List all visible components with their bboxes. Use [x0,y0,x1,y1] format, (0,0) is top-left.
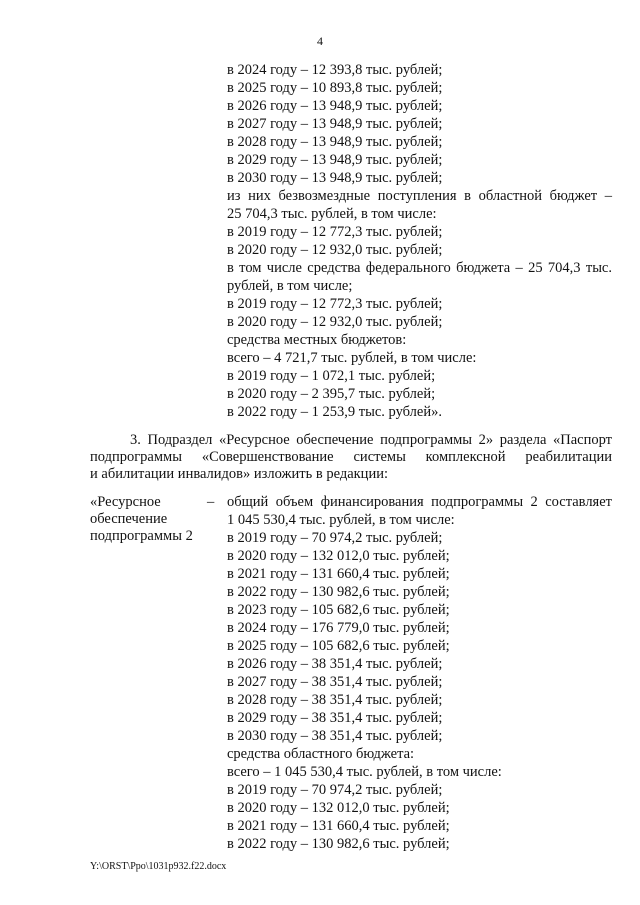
text-line: в 2026 году – 38 351,4 тыс. рублей; [227,656,443,672]
paragraph-line: и абилитации инвалидов» изложить в редакции: [90,466,388,482]
text-line: в 2022 году – 130 982,6 тыс. рублей; [227,836,450,852]
paragraph-line: подпрограммы «Совершенствование системы комплексной реабилитации [90,449,612,465]
paragraph-line: 3. Подраздел «Ресурсное обеспечение подпрограммы 2» раздела «Паспорт [130,432,612,448]
text-line: в 2020 году – 132 012,0 тыс. рублей; [227,800,450,816]
text-line: в 2020 году – 2 395,7 тыс. рублей; [227,386,436,402]
text-line: в том числе средства федерального бюджета – 25 704,3 тыс. [227,260,612,276]
text-line: общий объем финансирования подпрограммы 2 составляет [227,494,612,510]
text-line: в 2021 году – 131 660,4 тыс. рублей; [227,566,450,582]
table-label-line: «Ресурсное [90,494,161,510]
text-line: в 2030 году – 13 948,9 тыс. рублей; [227,170,443,186]
table-label-line: подпрограммы 2 [90,528,193,544]
table-label-line: обеспечение [90,511,168,527]
text-line: в 2028 году – 38 351,4 тыс. рублей; [227,692,443,708]
text-line: рублей, в том числе; [227,278,353,294]
text-line: всего – 4 721,7 тыс. рублей, в том числе: [227,350,477,366]
text-line: в 2020 году – 12 932,0 тыс. рублей; [227,314,443,330]
text-line: в 2019 году – 1 072,1 тыс. рублей; [227,368,436,384]
text-line: всего – 1 045 530,4 тыс. рублей, в том числе: [227,764,502,780]
text-line: в 2024 году – 12 393,8 тыс. рублей; [227,62,443,78]
text-line: в 2025 году – 10 893,8 тыс. рублей; [227,80,443,96]
text-line: в 2023 году – 105 682,6 тыс. рублей; [227,602,450,618]
table-label [90,494,210,545]
paragraph-3 [90,432,612,483]
text-line: в 2030 году – 38 351,4 тыс. рублей; [227,728,443,744]
text-line: в 2027 году – 13 948,9 тыс. рублей; [227,116,443,132]
text-line: в 2019 году – 12 772,3 тыс. рублей; [227,296,443,312]
text-line: в 2019 году – 70 974,2 тыс. рублей; [227,530,443,546]
text-line: в 2029 году – 38 351,4 тыс. рублей; [227,710,443,726]
text-line: в 2019 году – 12 772,3 тыс. рублей; [227,224,443,240]
dash-separator: – [207,494,215,510]
text-line: в 2022 году – 1 253,9 тыс. рублей». [227,404,442,420]
text-line: в 2024 году – 176 779,0 тыс. рублей; [227,620,450,636]
text-line: средства областного бюджета: [227,746,415,762]
text-line: средства местных бюджетов: [227,332,407,348]
text-line: в 2029 году – 13 948,9 тыс. рублей; [227,152,443,168]
file-path-footer: Y:\ORST\Ppo\1031p932.f22.docx [90,861,227,872]
text-line: в 2026 году – 13 948,9 тыс. рублей; [227,98,443,114]
text-line: в 2020 году – 132 012,0 тыс. рублей; [227,548,450,564]
text-line: в 2025 году – 105 682,6 тыс. рублей; [227,638,450,654]
text-line: в 2022 году – 130 982,6 тыс. рублей; [227,584,450,600]
text-line: в 2028 году – 13 948,9 тыс. рублей; [227,134,443,150]
text-line: в 2021 году – 131 660,4 тыс. рублей; [227,818,450,834]
text-line: из них безвозмездные поступления в областной бюджет – [227,188,612,204]
page-number: 4 [317,34,323,48]
text-line: в 2020 году – 12 932,0 тыс. рублей; [227,242,443,258]
text-line: в 2027 году – 38 351,4 тыс. рублей; [227,674,443,690]
text-line: 1 045 530,4 тыс. рублей, в том числе: [227,512,455,528]
text-line: в 2019 году – 70 974,2 тыс. рублей; [227,782,443,798]
text-line: 25 704,3 тыс. рублей, в том числе: [227,206,437,222]
